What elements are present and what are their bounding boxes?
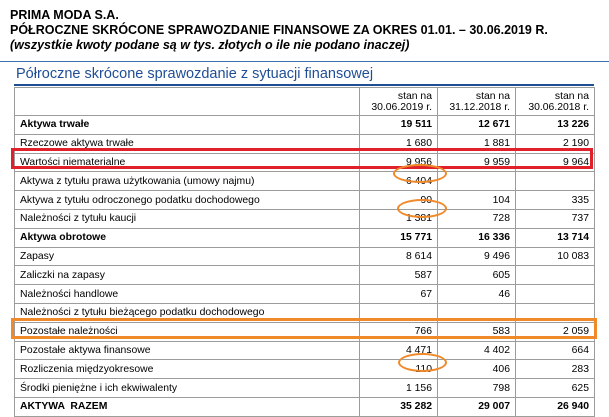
- row-value: 90: [360, 191, 438, 210]
- row-value: 587: [360, 266, 438, 285]
- table-row: [15, 153, 595, 172]
- row-value: [438, 303, 516, 322]
- table-row-total: [15, 397, 595, 416]
- table-row: [15, 209, 595, 228]
- row-value: [516, 266, 595, 285]
- row-value: 9 496: [438, 247, 516, 266]
- table-row: [15, 285, 595, 304]
- row-value: 10 083: [516, 247, 595, 266]
- row-label: Pozostałe aktywa finansowe: [15, 341, 360, 360]
- row-value: 2 190: [516, 134, 595, 153]
- row-value: 1 881: [438, 134, 516, 153]
- row-value: 583: [438, 322, 516, 341]
- balance-sheet-table: [14, 87, 595, 417]
- row-value: [438, 172, 516, 191]
- row-value: 1 381: [360, 209, 438, 228]
- header-col-line2: 31.12.2018 r.: [449, 102, 510, 113]
- table-row: [15, 134, 595, 153]
- row-label: Aktywa trwałe: [15, 116, 360, 135]
- row-value: 406: [438, 360, 516, 379]
- row-value: 26 940: [516, 397, 595, 416]
- amounts-note: (wszystkie kwoty podane są w tys. złotych o ile nie podano inaczej): [10, 38, 410, 52]
- row-value: 605: [438, 266, 516, 285]
- row-value: 9 959: [438, 153, 516, 172]
- header-col-line1: stan na: [554, 91, 589, 102]
- table-row: [15, 116, 595, 135]
- row-label: Wartości niematerialne: [15, 153, 360, 172]
- row-label: Aktywa z tytułu odroczonego podatku dochodowego: [15, 191, 360, 210]
- row-value: 1 680: [360, 134, 438, 153]
- row-value: [516, 285, 595, 304]
- header-col-line2: 30.06.2018 r.: [528, 102, 589, 113]
- row-value: 35 282: [360, 397, 438, 416]
- row-label: AKTYWA RAZEM: [15, 397, 360, 416]
- row-value: 9 956: [360, 153, 438, 172]
- row-value: 798: [438, 379, 516, 398]
- row-value: 46: [438, 285, 516, 304]
- row-label: Należności z tytułu kaucji: [15, 209, 360, 228]
- row-value: 12 671: [438, 116, 516, 135]
- row-label: Pozostałe należności: [15, 322, 360, 341]
- row-label: Zapasy: [15, 247, 360, 266]
- row-value: 2 059: [516, 322, 595, 341]
- row-label: Aktywa obrotowe: [15, 228, 360, 247]
- row-value: 283: [516, 360, 595, 379]
- header-label-cell: [15, 88, 360, 116]
- row-value: 110: [360, 360, 438, 379]
- row-value: 16 336: [438, 228, 516, 247]
- row-label: Należności z tytułu bieżącego podatku dochodowego: [15, 303, 360, 322]
- section-underline: [14, 84, 594, 86]
- table-row: [15, 379, 595, 398]
- row-label: Należności handlowe: [15, 285, 360, 304]
- header-col-2018-06: [516, 88, 595, 116]
- row-value: [516, 172, 595, 191]
- row-value: 664: [516, 341, 595, 360]
- row-value: 766: [360, 322, 438, 341]
- row-value: 4 402: [438, 341, 516, 360]
- table-row: [15, 303, 595, 322]
- row-value: 4 471: [360, 341, 438, 360]
- row-value: 6 404: [360, 172, 438, 191]
- row-value: 737: [516, 209, 595, 228]
- row-label: Zaliczki na zapasy: [15, 266, 360, 285]
- row-label: Środki pieniężne i ich ekwiwalenty: [15, 379, 360, 398]
- report-title: PÓŁROCZNE SKRÓCONE SPRAWOZDANIE FINANSOWE ZA OKRES 01.01. – 30.06.2019 R.: [10, 23, 548, 37]
- row-value: 67: [360, 285, 438, 304]
- table-row: [15, 266, 595, 285]
- header-col-2019-06: [360, 88, 438, 116]
- table-header-row: [15, 88, 595, 116]
- row-value: 9 964: [516, 153, 595, 172]
- row-value: 104: [438, 191, 516, 210]
- row-value: 29 007: [438, 397, 516, 416]
- row-label: Rzeczowe aktywa trwałe: [15, 134, 360, 153]
- section-title: Półroczne skrócone sprawozdanie z sytuacji finansowej: [16, 66, 374, 82]
- row-value: 625: [516, 379, 595, 398]
- row-value: 8 614: [360, 247, 438, 266]
- table-row: [15, 172, 595, 191]
- table-row: [15, 191, 595, 210]
- row-value: 1 156: [360, 379, 438, 398]
- company-name: PRIMA MODA S.A.: [10, 8, 119, 22]
- header-col-line1: stan na: [475, 91, 510, 102]
- top-divider: [0, 61, 609, 62]
- table-row: [15, 247, 595, 266]
- row-label: Aktywa z tytułu prawa użytkowania (umowy najmu): [15, 172, 360, 191]
- row-value: 15 771: [360, 228, 438, 247]
- row-value: 335: [516, 191, 595, 210]
- row-value: 728: [438, 209, 516, 228]
- table-row: [15, 322, 595, 341]
- table-row: [15, 360, 595, 379]
- row-value: 19 511: [360, 116, 438, 135]
- row-value: 13 226: [516, 116, 595, 135]
- row-value: [516, 303, 595, 322]
- table-row: [15, 341, 595, 360]
- header-col-2018-12: [438, 88, 516, 116]
- row-value: 13 714: [516, 228, 595, 247]
- row-value: [360, 303, 438, 322]
- header-col-line1: stan na: [397, 91, 432, 102]
- row-label: Rozliczenia międzyokresowe: [15, 360, 360, 379]
- table-row: [15, 228, 595, 247]
- header-col-line2: 30.06.2019 r.: [371, 102, 432, 113]
